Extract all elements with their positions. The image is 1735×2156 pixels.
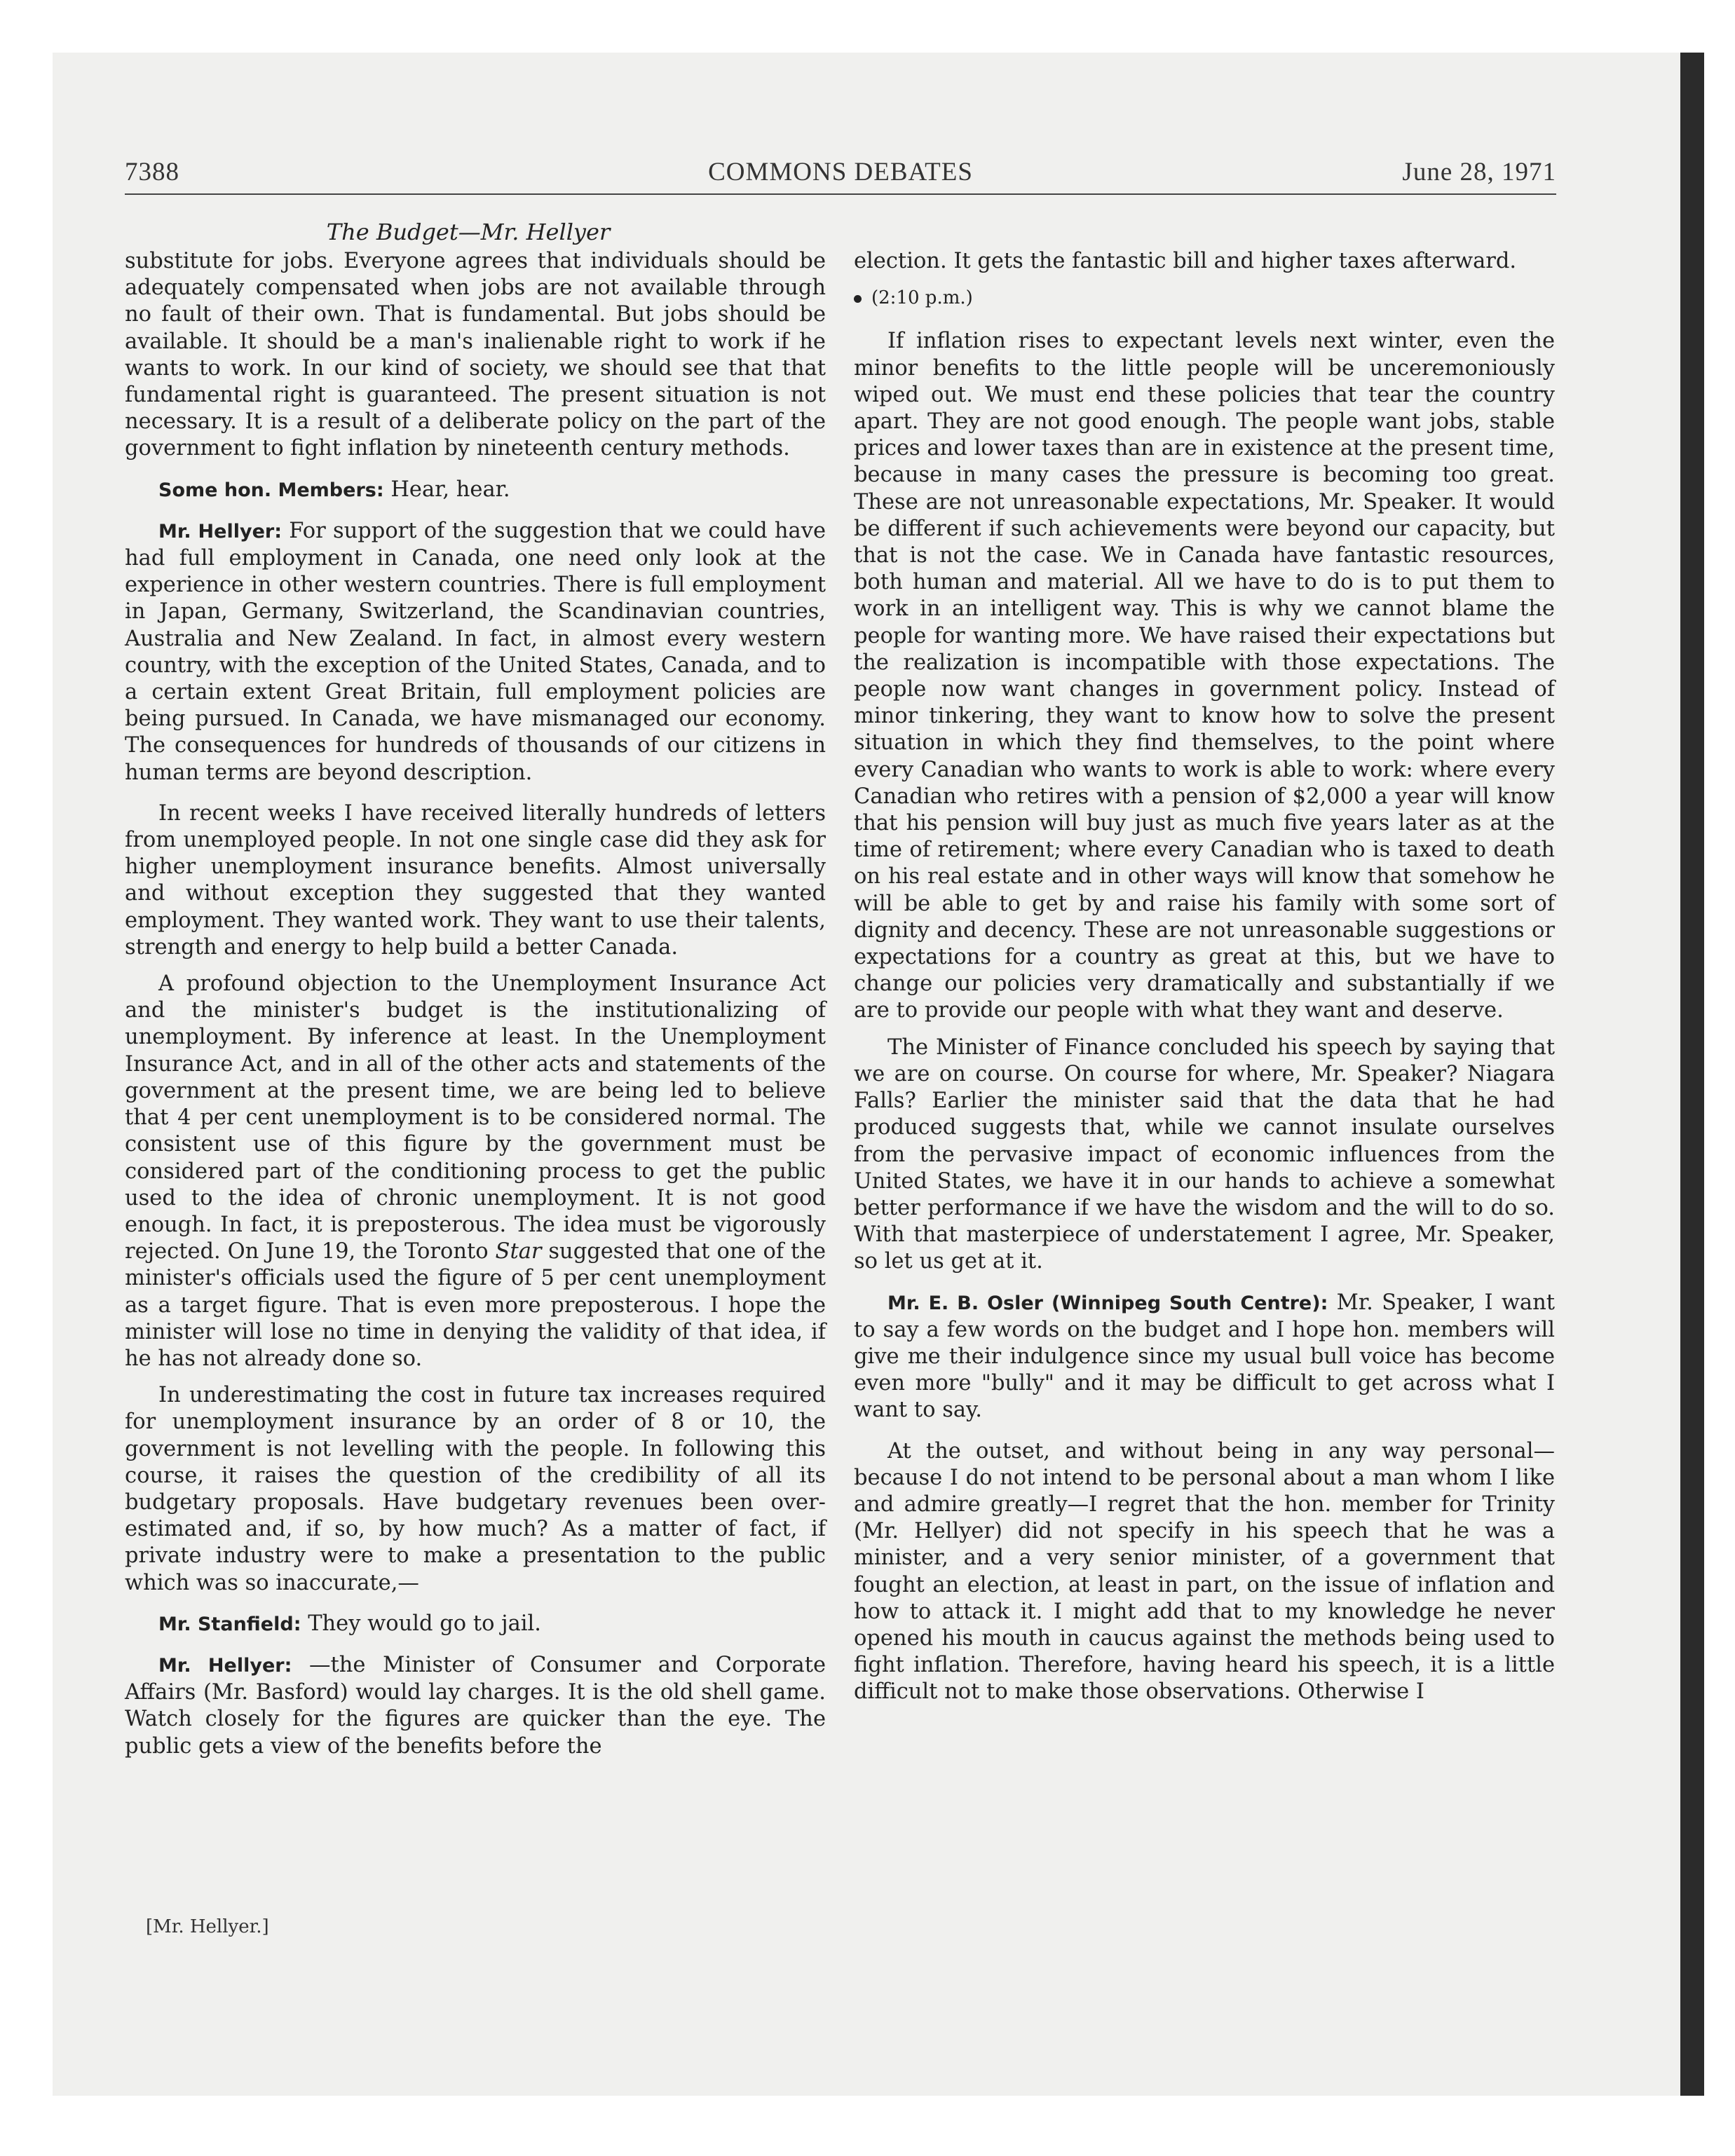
paragraph: If inflation rises to expectant levels next winter, even the minor benefits to the little people will be unceremoniously wiped out. We must end these policies that tear the country apart. They are not good enough. The people want jobs, stable prices and lower taxes than are in existence at the present time, because in many cases the pressure is becoming too great. These are not unreasonable expectations, Mr. Speaker. It would be different if such achievements were beyond our capacity, but that is not the case. We in Canada have fantastic resources, both human and material. All we have to do is to put them to work in an intelligent way. This is why we cannot blame the people for wanting more. We have raised their expectations but the realization is incompatible with those expectations. The people now want changes in government policy. Instead of minor tinkering, they want to know how to solve the present situation in which they find themselves, to the point where every Canadian who wants to work is able to work: where every Canadian who retires with a pension of $2,000 a year will know that his pension will buy just as much five years later as at the time of retirement; where every Canadian who is taxed to death on his real estate and in other ways will know that somehow he will be able to get by and raise his family with some sort of dignity and decency. These are not unreasonable suggestions or expectations for a country as great at this, but we have to change our policies very dramatically and substantially if we are to provide our people with what they want and deserve.: [854, 329, 1555, 1023]
scan-margin-top: [0, 0, 1735, 53]
speech-text: For support of the suggestion that we could have had full employment in Canada, one need only look at the experience in other western countries. There is full employment in Japan, Germany, Switzerland, the Scandinavian countries, Australia and New Zealand. In fact, in almost every western country, with the exception of the United States, Canada, and to a certain extent Great Britain, full employment policies are being pursued. In Canada, we have mismanaged our economy. The consequences for hundreds of thousands of our citizens in human terms are beyond description.: [125, 518, 826, 785]
paragraph: In recent weeks I have received literally hundreds of letters from unemployed people. In not one single case did they ask for higher unemployment insurance benefits. Almost universally and without exception they suggested that they wanted employment. They wanted work. They want to use their talents, strength and energy to help build a better Canada.: [125, 800, 826, 960]
paragraph-text: suggested that one of the minister's officials used the figure of 5 per cent unemployment as a target figure. That is even more preposterous. I hope the minister will lose no time in denying the validity of that idea, if he has not already done so.: [125, 1239, 826, 1371]
speaker-name: Mr. Hellyer:: [158, 520, 283, 543]
time-stamp-text: (2:10 p.m.): [871, 287, 973, 309]
speech-entry: [854, 1290, 1555, 1424]
publication-title: COMMONS DEBATES: [708, 158, 973, 186]
paragraph: substitute for jobs. Everyone agrees that individuals should be adequately compensated when jobs are not available through no fault of their own. That is fundamental. But jobs should be available. It should be a man's inalienable right to work if he wants to work. In our kind of society, we should see that that fundamental right is guaranteed. The present situation is not necessary. It is a result of a deliberate policy on the part of the government to fight inflation by nineteenth century methods.: [125, 249, 826, 461]
paragraph: [125, 971, 826, 1372]
speech-entry: [125, 1611, 826, 1638]
publication-date: June 28, 1971: [1402, 158, 1556, 186]
page-header: [125, 157, 1556, 195]
newspaper-name: Star: [495, 1239, 542, 1264]
running-head: The Budget—Mr. Hellyer: [326, 219, 611, 245]
speaker-name: Some hon. Members:: [158, 479, 384, 501]
left-column: [125, 248, 826, 1774]
speech-text: Mr. Speaker, I want to say a few words on the budget and I hope hon. members will give me their indulgence since my usual bull voice has become even more "bully" and it may be difficult to get across what I want to say.: [854, 1290, 1556, 1423]
speech-text: They would go to jail.: [301, 1611, 541, 1636]
paragraph: At the outset, and without being in any way personal—because I do not intend to be personal about a man whom I like and admire greatly—I regret that the hon. member for Trinity (Mr. Hellyer) did not specify in his speech that he was a minister, and a very senior minister, of a government that fought an election, at least in part, on the issue of inflation and how to attack it. I might add that to my knowledge he never opened his mouth in caucus against the methods being used to fight inflation. Therefore, having heard his speech, it is a little difficult not to make those observations. Otherwise I: [854, 1438, 1555, 1705]
speech-entry: [125, 518, 826, 786]
paragraph: In underestimating the cost in future tax increases required for unemployment insurance by an order of 8 or 10, the government is not levelling with the people. In following this course, it raises the question of the credibility of all its budgetary proposals. Have budgetary revenues been over-estimated and, if so, by how much? As a matter of fact, if private industry were to make a presentation to the public which was so inaccurate,—: [125, 1383, 826, 1595]
scan-binding-edge: [1680, 53, 1704, 2096]
paragraph: election. It gets the fantastic bill and higher taxes afterward.: [854, 249, 1517, 273]
speech-entry: [125, 477, 826, 504]
speaker-name: Mr. E. B. Osler (Winnipeg South Centre):: [887, 1292, 1328, 1314]
right-column: [854, 248, 1555, 1716]
scan-margin-left: [0, 0, 53, 2156]
scan-margin-right: [1704, 0, 1735, 2156]
speaker-name: Mr. Stanfield:: [158, 1613, 301, 1635]
page-number: 7388: [125, 158, 179, 186]
speaker-footer-tag: [Mr. Hellyer.]: [146, 1916, 269, 1937]
scan-margin-bottom: [0, 2096, 1735, 2156]
speech-entry: [125, 1652, 826, 1760]
time-stamp: [854, 285, 1555, 311]
paragraph-text: A profound objection to the Unemployment Insurance Act and the minister's budget is the institutionalizing of unemployment. By inference at least. In the Unemployment Insurance Act, and in all of the other acts and statements of the government at the present time, we are being led to believe that 4 per cent unemployment is to be considered normal. The consistent use of this figure by the government must be considered part of the conditioning process to get the public used to the idea of chronic unemployment. It is not good enough. In fact, it is preposterous. The idea must be vigorously rejected. On June 19, the Toronto: [125, 971, 826, 1264]
bullet-icon: [854, 295, 862, 303]
speech-text: —the Minister of Consumer and Corporate Affairs (Mr. Basford) would lay charges. It is the old shell game. Watch closely for the figures are quicker than the eye. The public gets a view of the benefits before the: [125, 1652, 826, 1759]
speaker-name: Mr. Hellyer:: [158, 1654, 292, 1677]
paragraph: The Minister of Finance concluded his speech by saying that we are on course. On course for where, Mr. Speaker? Niagara Falls? Earlier the minister said that the data that he had produced suggests that, while we cannot insulate ourselves from the pervasive impact of economic influences from the United States, we have it in our hands to achieve a somewhat better performance if we have the wisdom and the will to do so. With that masterpiece of understatement I agree, Mr. Speaker, so let us get at it.: [854, 1035, 1555, 1274]
speech-text: Hear, hear.: [383, 477, 510, 502]
